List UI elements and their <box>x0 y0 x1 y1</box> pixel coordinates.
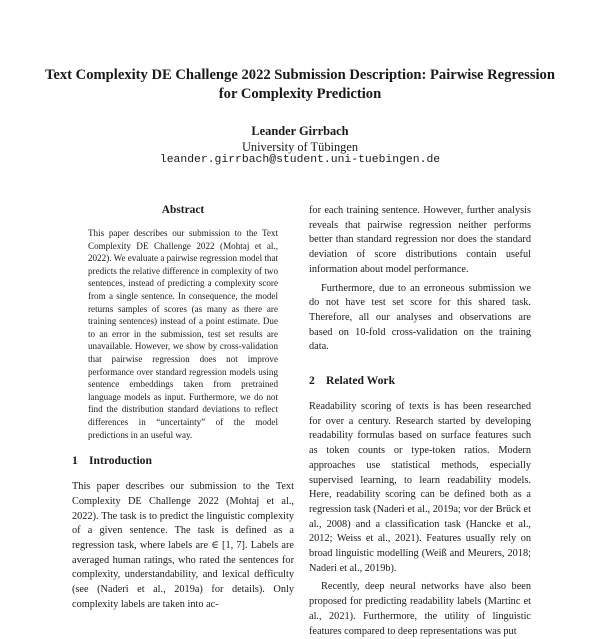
author-affiliation: University of Tübingen <box>241 140 359 154</box>
introduction-heading <box>72 454 294 467</box>
submission-paragraph: Furthermore, due to an erroneous submission we do not have test set score for this shared task. Therefore, all our analyses and observations are based on 10-fold cross-validation on the training data. <box>309 282 531 353</box>
paper-title: Text Complexity DE Challenge 2022 Submission Description: Pairwise Regression for Complexity Prediction <box>45 67 555 102</box>
section-title: Introduction <box>89 454 152 468</box>
related-work-paragraph-2: Recently, deep neural networks have also been proposed for predicting readability labels (Martinc et al., 2021). Furthermore, the utility of linguistic features compared to deep representations was put <box>309 581 531 637</box>
right-column <box>309 204 531 639</box>
continuation-paragraph: for each training sentence. However, further analysis reveals that pairwise regression neither performs better than standard regression nor does the standard deviation of score distributions contain useful information about model performance. <box>309 205 531 275</box>
section-number: 1 <box>72 454 78 468</box>
section-title: Related Work <box>326 374 396 388</box>
author-email: leander.girrbach@student.uni-tuebingen.de <box>159 154 441 166</box>
abstract-text: This paper describes our submission to the Text Complexity DE Challenge 2022 (Mohtaj et al., 2022). We evaluate a pairwise regression model that predicts the relative difference in complexity of two sentences, instead of predicting a complexity score from a single sentence. In consequence, the model returns samples of scores (as many as there are training sentences) instead of a point estimate. Due to an error in the submission, test set results are unavailable. However, we show by cross-validation that pairwise regression does not improve performance over standard regression models using sentence embeddings taken from pretrained language models as input. Furthermore, we do not find the distribution standard deviations to reflect differences in “uncertainty” of the model predictions in an useful way. <box>88 228 279 440</box>
related-work-paragraph-1: Readability scoring of texts is has been researched for over a century. Research started by developing readability formulas based on surface features such as token counts or type-token ratios. Modern approaches use statistical methods, especially supervised learning, to learn readability models. Here, readability scoring can be defined both as a regression task (Naderi et al., 2019a; vor der Brück et al., 2008) and a classification task (Hancke et al., 2012; Weiss et al., 2021). Features usually rely on broad linguistic modelling (Weiß and Meurers, 2018; Naderi et al., 2019b). <box>309 401 531 574</box>
section-number: 2 <box>309 374 315 388</box>
author-name: Leander Girrbach <box>251 124 349 138</box>
left-column <box>72 204 294 612</box>
abstract-heading: Abstract <box>161 204 205 216</box>
introduction-paragraph: This paper describes our submission to the Text Complexity DE Challenge 2022 (Mohtaj et al., 2022). The task is to predict the linguistic complexity of a given sentence. The task is defined as a regression task, where labels are ∈ [1, 7]. Labels are averaged human ratings, who rated the sentences for complexity, understandability, and lexical defficulty (see (Naderi et al., 2019a) for details). Only complexity labels are taken into ac- <box>72 481 294 610</box>
related-work-heading <box>309 374 531 387</box>
